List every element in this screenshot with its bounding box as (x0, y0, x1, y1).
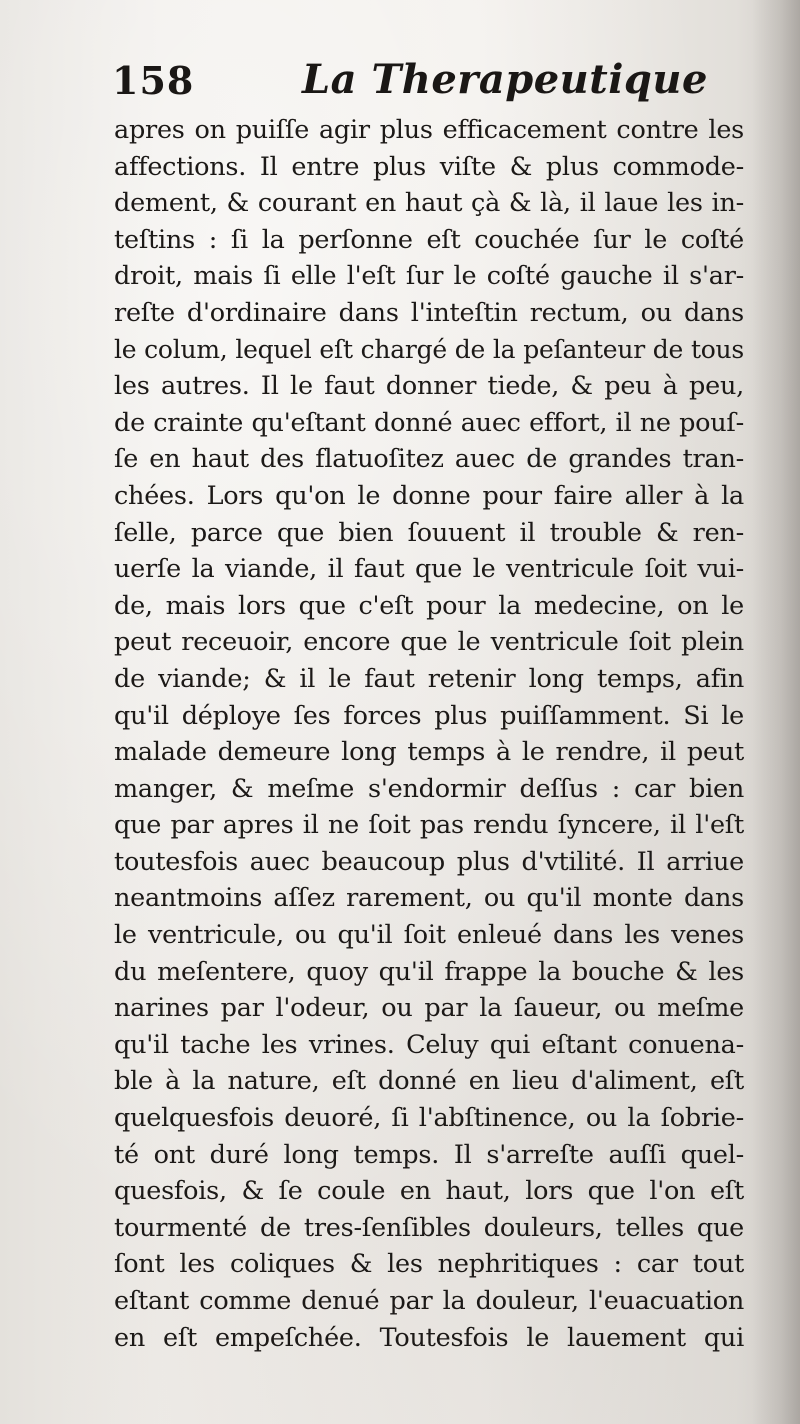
text-line: peut receuoir, encore que le ventricule ſoit plein (114, 627, 744, 658)
text-line: apres on puiſſe agir plus efficacement contre les (114, 115, 744, 145)
text-line: le ventricule, ou qu'il ſoit enleué dans les venes (114, 920, 744, 951)
text-line: narines par l'odeur, ou par la ſaueur, ou meſme (114, 993, 744, 1024)
text-line: malade demeure long temps à le rendre, il peut (114, 737, 744, 768)
text-line: le colum, lequel eſt chargé de la peſanteur de tous (114, 334, 744, 364)
text-line: ſelle, parce que bien ſouuent il trouble & ren- (114, 517, 744, 548)
text-line: affections. Il entre plus viſte & plus commode- (114, 151, 744, 182)
body-text (114, 112, 744, 1356)
text-line: de crainte qu'eſtant donné auec effort, il ne pouſ- (114, 407, 744, 438)
text-line: ſont les coliques & les nephritiques : car tout (114, 1249, 744, 1280)
page-gutter-shadow (752, 0, 800, 1424)
text-line: ſe en haut des flatuoſitez auec de grandes tran- (114, 444, 744, 475)
text-line: eſtant comme denué par la douleur, l'euacuation (114, 1286, 744, 1316)
text-line: de, mais lors que c'eſt pour la medecine, on le (114, 590, 744, 621)
text-line: quesfois, & ſe coule en haut, lors que l'on eſt (114, 1176, 744, 1207)
text-line: qu'il tache les vrines. Celuy qui eſtant conuena- (114, 1029, 744, 1060)
text-line: uerſe la viande, il faut que le ventricule ſoit vui- (114, 554, 744, 585)
text-line: neantmoins aſſez rarement, ou qu'il monte dans (114, 883, 744, 914)
text-line: teſtins : ſi la perſonne eſt couchée ſur le coſté (114, 224, 744, 255)
text-line: ble à la nature, eſt donné en lieu d'aliment, eſt (114, 1066, 744, 1097)
text-line: dement, & courant en haut çà & là, il laue les in- (114, 188, 744, 219)
text-line: du meſentere, quoy qu'il frappe la bouche & les (114, 956, 744, 987)
text-line: reſte d'ordinaire dans l'inteſtin rectum, ou dans (114, 297, 744, 328)
text-line: chées. Lors qu'on le donne pour faire aller à la (114, 480, 744, 511)
text-line: les autres. Il le faut donner tiede, & peu à peu, (114, 371, 744, 402)
text-line: quelquesfois deuoré, ſi l'abſtinence, ou la ſobrie- (114, 1103, 744, 1134)
text-line: manger, & meſme s'endormir deſſus : car bien (114, 773, 744, 804)
text-line: qu'il déploye ſes forces plus puiſſamment. Si le (114, 700, 744, 731)
text-line: té ont duré long temps. Il s'arreſte auſſi quel- (114, 1139, 744, 1170)
text-line: toutesfois auec beaucoup plus d'vtilité. Il arriue (114, 846, 744, 877)
running-title: La Therapeutique (302, 56, 708, 103)
page-number: 158 (112, 58, 195, 103)
text-line: en eſt empeſchée. Toutesfois le lauement qui (114, 1322, 744, 1353)
text-line: droit, mais ſi elle l'eſt ſur le coſté gauche il s'ar- (114, 261, 744, 292)
text-line: tourmenté de tres-ſenſibles douleurs, telles que (114, 1212, 744, 1243)
text-line: de viande; & il le faut retenir long temps, afin (114, 663, 744, 694)
page-header (112, 56, 752, 116)
text-line: que par apres il ne ſoit pas rendu ſyncere, il l'eſt (114, 810, 744, 841)
